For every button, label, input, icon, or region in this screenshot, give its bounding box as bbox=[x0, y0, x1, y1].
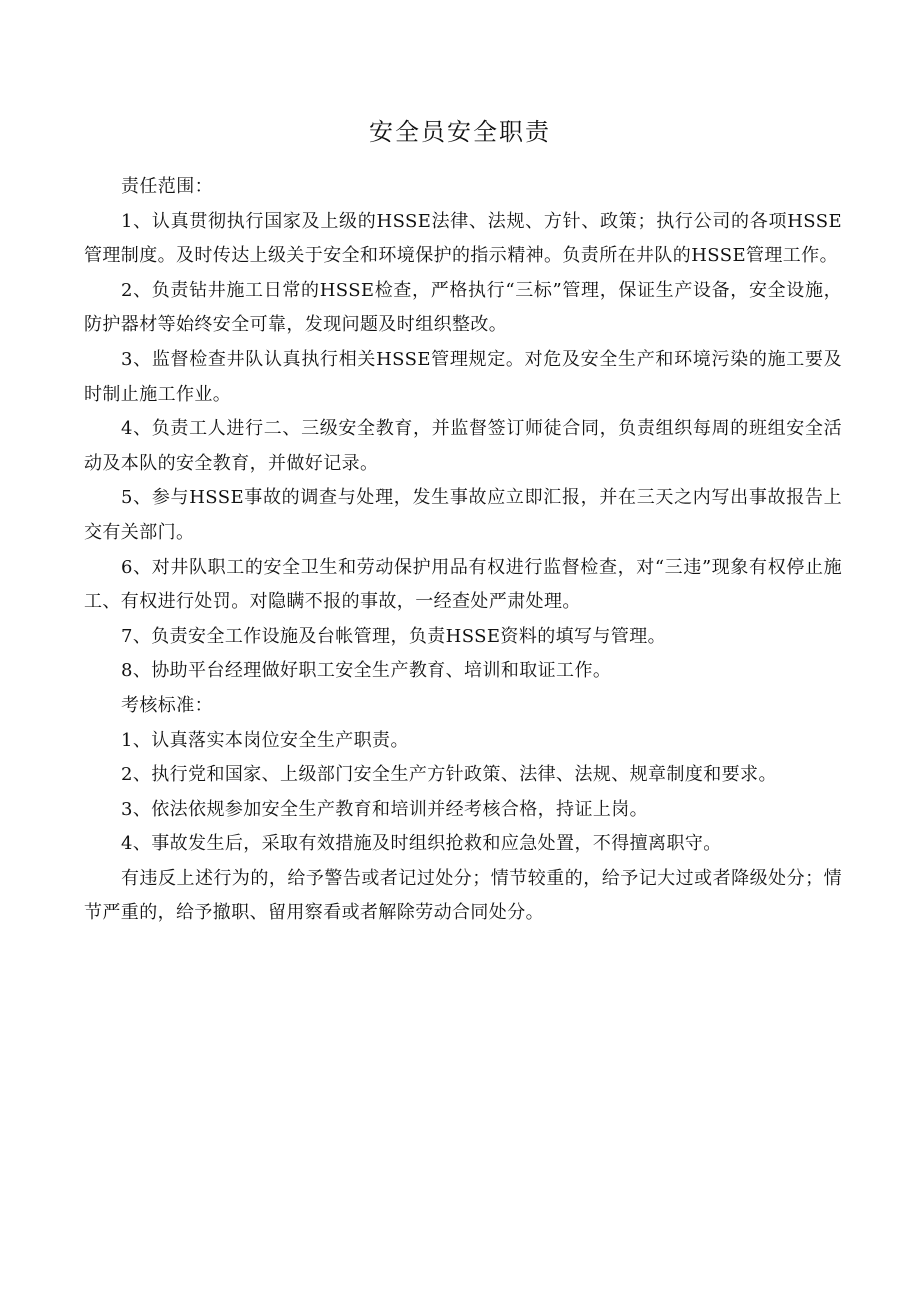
responsibility-item: 8、协助平台经理做好职工安全生产教育、培训和取证工作。 bbox=[121, 660, 612, 682]
document-title: 安全员安全职责 bbox=[369, 118, 551, 146]
assessment-item: 2、执行党和国家、上级部门安全生产方针政策、法律、法规、规章制度和要求。 bbox=[121, 764, 777, 786]
responsibility-item: 4、负责工人进行二、三级安全教育，并监督签订师徒合同，负责组织每周的班组安全活动及本队的安全教育，并做好记录。 bbox=[84, 418, 842, 474]
assessment-item: 3、依法依规参加安全生产教育和培训并经考核合格，持证上岗。 bbox=[121, 798, 649, 820]
responsibility-heading: 责任范围： bbox=[121, 176, 213, 197]
responsibility-item: 1、认真贯彻执行国家及上级的HSSE法律、法规、方针、政策；执行公司的各项HSSE管理制度。及时传达上级关于安全和环境保护的指示精神。负责所在井队的HSSE管理工作。 bbox=[84, 210, 842, 267]
responsibility-item: 5、参与HSSE事故的调查与处理，发生事故应立即汇报，并在三天之内写出事故报告上交有关部门。 bbox=[84, 487, 842, 543]
responsibility-item: 2、负责钻井施工日常的HSSE检查，严格执行“三标”管理，保证生产设备，安全设施，防护器材等始终安全可靠，发现问题及时组织整改。 bbox=[84, 279, 842, 336]
penalty-paragraph: 有违反上述行为的，给予警告或者记过处分；情节较重的，给予记大过或者降级处分；情节严重的，给予撤职、留用察看或者解除劳动合同处分。 bbox=[84, 867, 842, 924]
responsibility-item: 3、监督检查井队认真执行相关HSSE管理规定。对危及安全生产和环境污染的施工要及时制止施工作业。 bbox=[84, 348, 842, 405]
assessment-item: 4、事故发生后，采取有效措施及时组织抢救和应急处置，不得擅离职守。 bbox=[121, 833, 722, 855]
assessment-heading: 考核标准： bbox=[121, 694, 213, 716]
responsibility-item: 7、负责安全工作设施及台帐管理，负责HSSE资料的填写与管理。 bbox=[121, 625, 667, 647]
assessment-item: 1、认真落实本岗位安全生产职责。 bbox=[121, 729, 409, 751]
responsibility-item: 6、对井队职工的安全卫生和劳动保护用品有权进行监督检查，对“三违”现象有权停止施工、有权进行处罚。对隐瞒不报的事故，一经查处严肃处理。 bbox=[84, 556, 842, 613]
document-body bbox=[84, 170, 842, 931]
